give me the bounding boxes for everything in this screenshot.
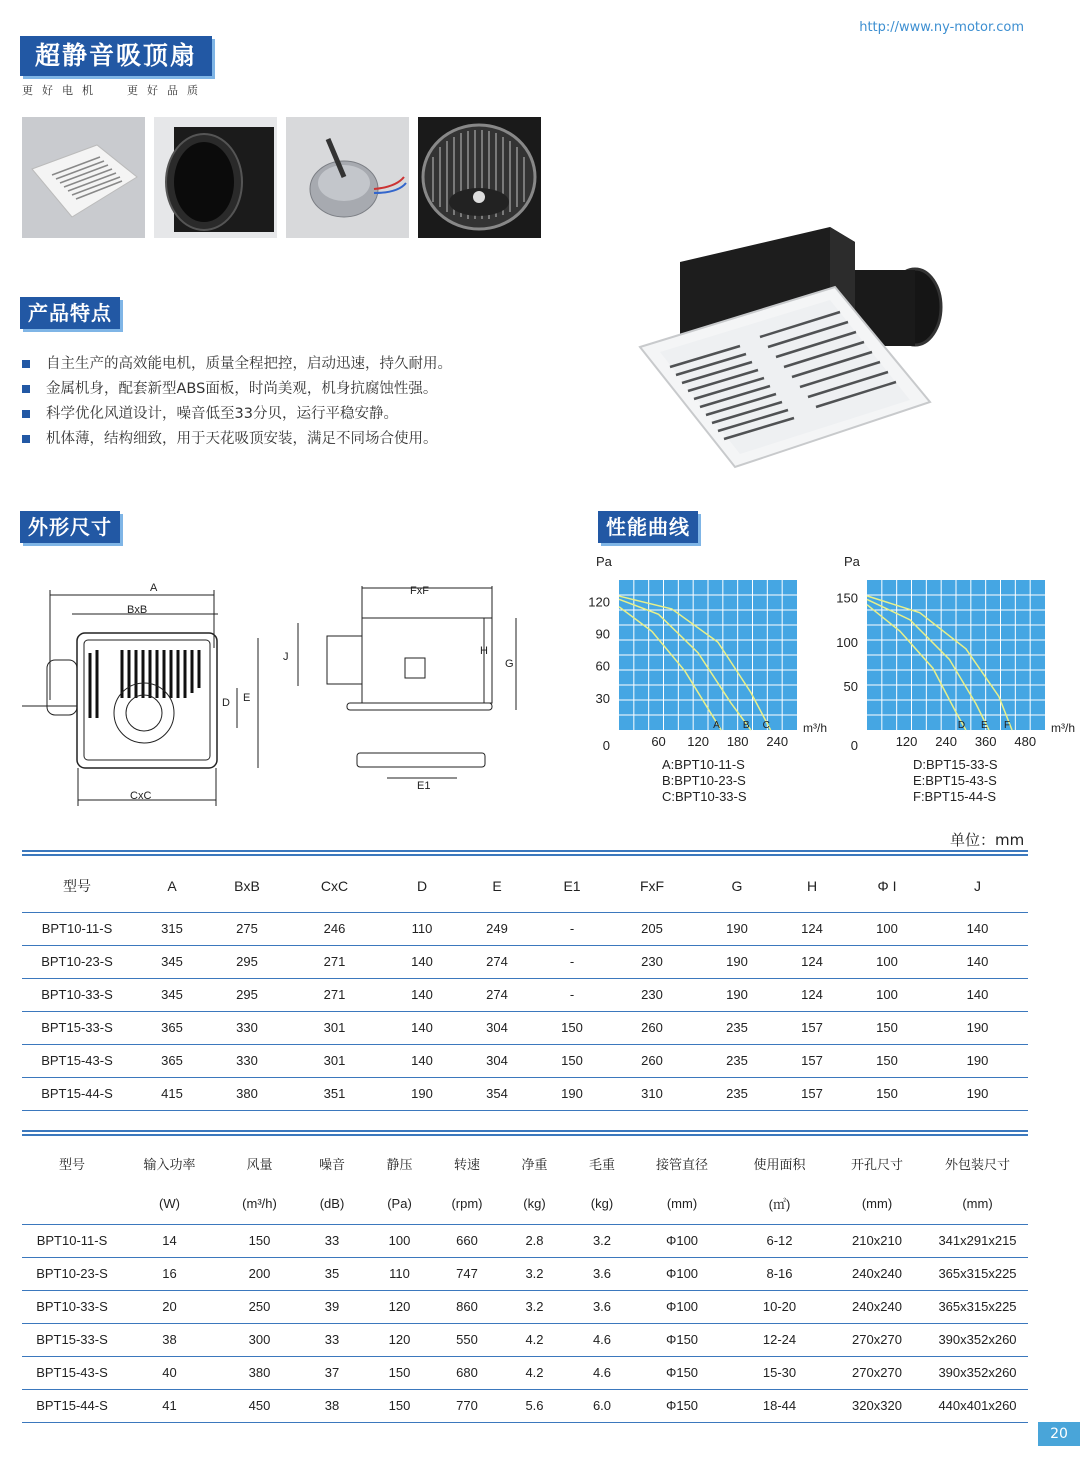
table-row — [22, 1224, 1028, 1257]
table-cell: 240x240 — [827, 1257, 927, 1290]
table-cell: 250 — [217, 1290, 302, 1323]
table-cell: 351 — [282, 1077, 387, 1110]
table-cell: 41 — [122, 1389, 217, 1422]
table-cell: 140 — [927, 945, 1028, 978]
label-a: A — [150, 582, 158, 594]
table-cell: 235 — [697, 1077, 777, 1110]
y-tick-label: 100 — [836, 634, 858, 650]
label-cxc: CxC — [130, 790, 152, 802]
table-cell: 345 — [132, 945, 212, 978]
table-cell: BPT15-44-S — [22, 1389, 122, 1422]
table-cell: 315 — [132, 912, 212, 945]
table-rule — [22, 850, 1028, 856]
legend-entry: F:BPT15-44-S — [913, 789, 997, 804]
section-dimensions: 外形尺寸 — [20, 511, 120, 543]
features-list — [22, 352, 582, 452]
table-cell: 270x270 — [827, 1356, 927, 1389]
table-row — [22, 1011, 1028, 1044]
table-cell: 33 — [302, 1323, 362, 1356]
table-cell: 380 — [217, 1356, 302, 1389]
dimension-drawing — [22, 578, 582, 808]
column-header: Φ I — [847, 860, 927, 912]
table-cell: 210x210 — [827, 1224, 927, 1257]
column-header: H — [777, 860, 847, 912]
table-cell: 354 — [457, 1077, 537, 1110]
table-cell: 275 — [212, 912, 282, 945]
table-cell: BPT15-43-S — [22, 1044, 132, 1077]
feature-item: 自主生产的高效能电机，质量全程把控，启动迅速，持久耐用。 — [22, 352, 582, 377]
table-cell: 3.6 — [572, 1290, 632, 1323]
y-tick-label: 90 — [595, 626, 610, 642]
table-cell: Φ100 — [632, 1257, 732, 1290]
column-header: 使用面积 — [753, 1156, 806, 1172]
table-cell: 140 — [927, 912, 1028, 945]
column-header: 净重 — [521, 1156, 548, 1172]
table-cell: 270x270 — [827, 1323, 927, 1356]
table-cell: 5.6 — [497, 1389, 572, 1422]
table-cell: 295 — [212, 978, 282, 1011]
label-e: E — [243, 692, 251, 704]
website-url: http://www.ny-motor.com — [859, 20, 1024, 35]
table-cell: - — [537, 978, 607, 1011]
table-cell: 380 — [212, 1077, 282, 1110]
unit-cell — [22, 1184, 122, 1224]
table-cell: 150 — [537, 1044, 607, 1077]
table-cell: 124 — [777, 912, 847, 945]
table-cell: 320x320 — [827, 1389, 927, 1422]
table-row — [22, 978, 1028, 1011]
table-cell: - — [537, 912, 607, 945]
table-cell: BPT15-44-S — [22, 1077, 132, 1110]
unit-cell: (dB) — [302, 1184, 362, 1224]
table-cell: 110 — [362, 1257, 437, 1290]
table-cell: 304 — [457, 1044, 537, 1077]
dimensions-table — [22, 860, 1028, 1111]
table-row — [22, 1389, 1028, 1422]
table-cell: 38 — [122, 1323, 217, 1356]
label-fxf: FxF — [410, 585, 429, 597]
label-h: H — [480, 645, 488, 657]
chart-1-legend — [662, 757, 747, 805]
x-tick-label: 120 — [895, 734, 918, 749]
table-cell: 230 — [607, 978, 697, 1011]
table-cell: BPT10-33-S — [22, 1290, 122, 1323]
table-cell: Φ100 — [632, 1224, 732, 1257]
table-cell: 37 — [302, 1356, 362, 1389]
x-tick-label: 60 — [651, 734, 666, 749]
table-row — [22, 1323, 1028, 1356]
table-cell: 3.2 — [572, 1224, 632, 1257]
column-header: E — [457, 860, 537, 912]
table-cell: 110 — [387, 912, 457, 945]
table-cell: 341x291x215 — [927, 1224, 1028, 1257]
table-cell: 246 — [282, 912, 387, 945]
table-cell: 39 — [302, 1290, 362, 1323]
table-cell: 140 — [927, 978, 1028, 1011]
table-cell: 450 — [217, 1389, 302, 1422]
column-header: 开孔尺寸 — [850, 1156, 903, 1172]
table-row — [22, 1290, 1028, 1323]
table-cell: BPT15-43-S — [22, 1356, 122, 1389]
column-header: CxC — [282, 860, 387, 912]
column-header: D — [387, 860, 457, 912]
table-cell: 35 — [302, 1257, 362, 1290]
series-label: A — [713, 720, 720, 731]
table-cell: 100 — [362, 1224, 437, 1257]
unit-cell: (W) — [122, 1184, 217, 1224]
table-row — [22, 1356, 1028, 1389]
x-axis-label: m³/h — [803, 721, 827, 735]
x-tick-label: 120 — [687, 734, 709, 749]
label-g: G — [505, 658, 514, 670]
unit-cell: (Pa) — [362, 1184, 437, 1224]
legend-entry: D:BPT15-33-S — [913, 757, 998, 772]
table-cell: 190 — [927, 1077, 1028, 1110]
label-j: J — [283, 651, 289, 663]
table-cell: 249 — [457, 912, 537, 945]
table-cell: 330 — [212, 1011, 282, 1044]
column-header: J — [927, 860, 1028, 912]
table-cell: - — [537, 945, 607, 978]
table-cell: 295 — [212, 945, 282, 978]
table-row — [22, 1257, 1028, 1290]
column-header: 风量 — [246, 1156, 273, 1172]
series-label: F — [1004, 720, 1011, 731]
table-cell: 190 — [387, 1077, 457, 1110]
y-axis-label: Pa — [596, 554, 612, 569]
table-row — [22, 912, 1028, 945]
table-cell: 150 — [847, 1011, 927, 1044]
column-header: 静压 — [386, 1156, 413, 1172]
table-cell: 770 — [437, 1389, 497, 1422]
table-cell: 38 — [302, 1389, 362, 1422]
performance-chart-1 — [582, 552, 832, 752]
table-cell: 310 — [607, 1077, 697, 1110]
specifications-table — [22, 1142, 1028, 1423]
column-header: 毛重 — [588, 1156, 615, 1172]
x-tick-label: 240 — [935, 734, 957, 749]
x-tick-label: 360 — [974, 734, 997, 749]
table-cell: 190 — [537, 1077, 607, 1110]
tagline: 更好电机 更好品质 — [22, 84, 207, 97]
table-rule — [22, 1130, 1028, 1136]
table-cell: 40 — [122, 1356, 217, 1389]
table-cell: 150 — [362, 1389, 437, 1422]
table-cell: 120 — [362, 1323, 437, 1356]
table-cell: 8-16 — [732, 1257, 827, 1290]
table-cell: 100 — [847, 978, 927, 1011]
feature-item: 机体薄，结构细致，用于天花吸顶安装，满足不同场合使用。 — [22, 427, 582, 452]
y-tick-label: 150 — [836, 590, 858, 606]
table-cell: BPT10-11-S — [22, 1224, 122, 1257]
photo-motor — [286, 117, 409, 238]
table-cell: Φ150 — [632, 1389, 732, 1422]
table-cell: BPT10-23-S — [22, 945, 132, 978]
table-cell: 20 — [122, 1290, 217, 1323]
table-cell: 440x401x260 — [927, 1389, 1028, 1422]
table-cell: 18-44 — [732, 1389, 827, 1422]
table-cell: 4.6 — [572, 1356, 632, 1389]
label-e1: E1 — [417, 780, 431, 792]
photo-duct — [154, 117, 277, 238]
table-cell: 304 — [457, 1011, 537, 1044]
table-cell: 157 — [777, 1044, 847, 1077]
y-tick-label: 120 — [588, 594, 610, 610]
column-header: 外包装尺寸 — [944, 1156, 1010, 1172]
table-cell: 4.2 — [497, 1323, 572, 1356]
photo-impeller — [418, 117, 541, 238]
table-cell: 345 — [132, 978, 212, 1011]
table-cell: 150 — [217, 1224, 302, 1257]
series-label: C — [762, 720, 770, 731]
unit-cell: (mm) — [827, 1184, 927, 1224]
table-cell: 140 — [387, 1044, 457, 1077]
table-cell: 120 — [362, 1290, 437, 1323]
column-header: A — [132, 860, 212, 912]
column-header: 接管直径 — [655, 1156, 708, 1172]
y-tick-label: 30 — [595, 690, 610, 706]
legend-entry: B:BPT10-23-S — [662, 773, 746, 788]
feature-item: 金属机身，配套新型ABS面板，时尚美观，机身抗腐蚀性强。 — [22, 377, 582, 402]
table-cell: 271 — [282, 945, 387, 978]
column-header: BxB — [212, 860, 282, 912]
table-cell: 12-24 — [732, 1323, 827, 1356]
table-cell: 390x352x260 — [927, 1323, 1028, 1356]
x-tick-label: 240 — [766, 734, 789, 749]
table-cell: 230 — [607, 945, 697, 978]
x-axis-label: m³/h — [1051, 721, 1075, 735]
table-cell: BPT15-33-S — [22, 1011, 132, 1044]
legend-entry: A:BPT10-11-S — [662, 757, 745, 772]
unit-cell: (mm) — [632, 1184, 732, 1224]
table-cell: 190 — [927, 1011, 1028, 1044]
table-cell: 190 — [927, 1044, 1028, 1077]
chart-2-legend — [913, 757, 998, 805]
table-cell: 14 — [122, 1224, 217, 1257]
series-label: B — [742, 720, 750, 731]
table-cell: 100 — [847, 912, 927, 945]
section-features: 产品特点 — [20, 297, 120, 329]
table-cell: 274 — [457, 945, 537, 978]
table-cell: BPT10-11-S — [22, 912, 132, 945]
table-cell: 301 — [282, 1011, 387, 1044]
table-cell: 157 — [777, 1077, 847, 1110]
table-cell: 140 — [387, 1011, 457, 1044]
label-bxb: BxB — [127, 604, 148, 616]
label-d: D — [222, 697, 230, 709]
table-cell: Φ150 — [632, 1356, 732, 1389]
series-label: E — [980, 720, 988, 731]
table-cell: 124 — [777, 945, 847, 978]
table-cell: 660 — [437, 1224, 497, 1257]
table-cell: Φ100 — [632, 1290, 732, 1323]
product-image — [630, 222, 950, 472]
table-cell: 550 — [437, 1323, 497, 1356]
table-cell: 3.6 — [572, 1257, 632, 1290]
table-cell: 365 — [132, 1044, 212, 1077]
column-header: E1 — [537, 860, 607, 912]
table-cell: 680 — [437, 1356, 497, 1389]
table-cell: 274 — [457, 978, 537, 1011]
table-cell: 235 — [697, 1011, 777, 1044]
table-cell: 747 — [437, 1257, 497, 1290]
y-tick-label: 0 — [850, 738, 858, 752]
table-cell: 390x352x260 — [927, 1356, 1028, 1389]
performance-chart-2 — [830, 552, 1080, 752]
table-cell: 3.2 — [497, 1257, 572, 1290]
table-cell: 150 — [847, 1077, 927, 1110]
table-cell: 860 — [437, 1290, 497, 1323]
table-cell: 301 — [282, 1044, 387, 1077]
column-header: 输入功率 — [143, 1156, 196, 1172]
table-cell: 10-20 — [732, 1290, 827, 1323]
column-header: 噪音 — [318, 1156, 345, 1172]
table-cell: 140 — [387, 945, 457, 978]
table-cell: Φ150 — [632, 1323, 732, 1356]
y-tick-label: 50 — [843, 678, 858, 694]
y-axis-label: Pa — [844, 554, 860, 569]
table-cell: 271 — [282, 978, 387, 1011]
table-cell: 235 — [697, 1044, 777, 1077]
table-cell: 2.8 — [497, 1224, 572, 1257]
unit-cell: (mm) — [927, 1184, 1028, 1224]
series-label: D — [957, 720, 966, 731]
y-tick-label: 0 — [602, 738, 610, 752]
x-tick-label: 180 — [726, 734, 749, 749]
legend-entry: E:BPT15-43-S — [913, 773, 997, 788]
table-cell: 190 — [697, 978, 777, 1011]
table-cell: BPT15-33-S — [22, 1323, 122, 1356]
table-cell: 300 — [217, 1323, 302, 1356]
table-cell: BPT10-33-S — [22, 978, 132, 1011]
unit-cell: (kg) — [497, 1184, 572, 1224]
table-cell: 365 — [132, 1011, 212, 1044]
y-tick-label: 60 — [595, 658, 610, 674]
table-cell: 3.2 — [497, 1290, 572, 1323]
photo-grille — [22, 117, 145, 238]
table-cell: 190 — [697, 945, 777, 978]
table-cell: 157 — [777, 1011, 847, 1044]
legend-entry: C:BPT10-33-S — [662, 789, 747, 804]
unit-cell: (rpm) — [437, 1184, 497, 1224]
table-cell: 260 — [607, 1044, 697, 1077]
unit-cell: (㎡) — [732, 1184, 827, 1224]
table-cell: 33 — [302, 1224, 362, 1257]
column-header: 转速 — [453, 1156, 480, 1172]
table-row — [22, 945, 1028, 978]
column-header: 型号 — [58, 1156, 85, 1172]
table-cell: 6-12 — [732, 1224, 827, 1257]
column-header: 型号 — [22, 860, 132, 912]
section-performance: 性能曲线 — [598, 511, 698, 543]
table-cell: 15-30 — [732, 1356, 827, 1389]
unit-cell: (kg) — [572, 1184, 632, 1224]
column-header: G — [697, 860, 777, 912]
feature-item: 科学优化风道设计，噪音低至33分贝，运行平稳安静。 — [22, 402, 582, 427]
table-cell: 150 — [362, 1356, 437, 1389]
table-cell: 260 — [607, 1011, 697, 1044]
table-cell: 6.0 — [572, 1389, 632, 1422]
table-cell: 124 — [777, 978, 847, 1011]
table-cell: BPT10-23-S — [22, 1257, 122, 1290]
column-header: FxF — [607, 860, 697, 912]
page-number: 20 — [1038, 1422, 1080, 1446]
table-cell: 150 — [847, 1044, 927, 1077]
x-tick-label: 480 — [1014, 734, 1037, 749]
table-cell: 205 — [607, 912, 697, 945]
unit-cell: (m³/h) — [217, 1184, 302, 1224]
table-cell: 365x315x225 — [927, 1290, 1028, 1323]
table-cell: 200 — [217, 1257, 302, 1290]
table-row — [22, 1077, 1028, 1110]
unit-label: 单位：mm — [950, 831, 1025, 849]
table-cell: 150 — [537, 1011, 607, 1044]
page-title: 超静音吸顶扇 — [20, 36, 212, 76]
table-cell: 16 — [122, 1257, 217, 1290]
table-row — [22, 1044, 1028, 1077]
table-cell: 365x315x225 — [927, 1257, 1028, 1290]
table-cell: 140 — [387, 978, 457, 1011]
table-cell: 240x240 — [827, 1290, 927, 1323]
table-cell: 190 — [697, 912, 777, 945]
table-cell: 330 — [212, 1044, 282, 1077]
table-cell: 100 — [847, 945, 927, 978]
table-cell: 4.6 — [572, 1323, 632, 1356]
table-cell: 415 — [132, 1077, 212, 1110]
table-cell: 4.2 — [497, 1356, 572, 1389]
